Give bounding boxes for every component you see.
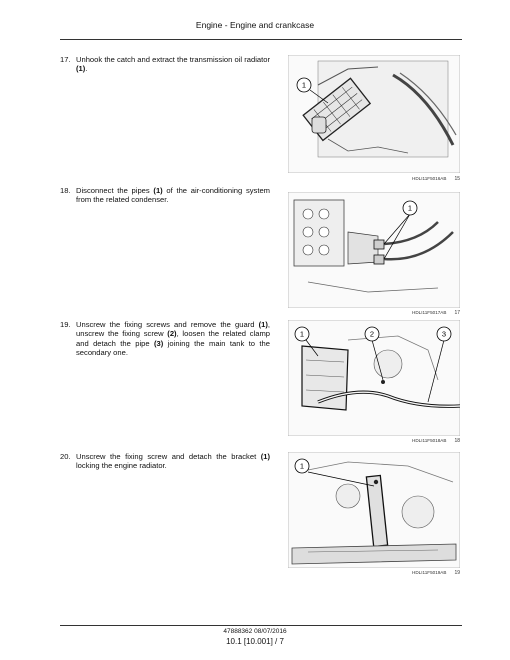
callout-1: 1 — [299, 461, 305, 471]
figure-code: HDLI11F5018AB — [412, 438, 447, 443]
step-number: 19. — [60, 320, 71, 329]
step-text: Unscrew the fixing screws and remove the guard (1), unscrew the fixing screw (2), loosen the related clamp and detach the pipe (3) joining the main tank to the secondary one. — [76, 320, 270, 358]
figure-number: 15 — [454, 176, 460, 182]
figure-radiator-bracket — [288, 452, 460, 578]
footer-document-code: 47888362 08/07/2016 — [223, 628, 287, 635]
page-header-title: Engine - Engine and crankcase — [195, 20, 315, 30]
figure-illustration — [288, 55, 460, 173]
callout-1: 1 — [407, 203, 413, 213]
figure-guard-and-pipe — [288, 320, 460, 446]
figure-code: HDLI11F5016AB — [412, 176, 447, 181]
figure-code: HDLI11F5019AB — [412, 570, 447, 575]
figure-code: HDLI11F5017AB — [412, 310, 447, 315]
callout-2: 2 — [369, 329, 375, 339]
figure-caption — [412, 570, 460, 576]
callout-1: 1 — [299, 329, 305, 339]
figure-transmission-oil-radiator — [288, 55, 460, 183]
figure-number: 17 — [454, 310, 460, 316]
figure-caption — [412, 176, 460, 182]
figure-number: 19 — [454, 570, 460, 576]
figure-illustration — [288, 320, 460, 436]
step-number: 20. — [60, 452, 71, 461]
step-text: Disconnect the pipes (1) of the air-conditioning system from the related condenser. — [76, 186, 270, 205]
callout-3: 3 — [441, 329, 447, 339]
header-divider — [60, 39, 462, 40]
step-text: Unscrew the fixing screw and detach the bracket (1) locking the engine radiator. — [76, 452, 270, 471]
figure-caption — [412, 438, 460, 444]
figure-air-conditioning-pipes — [288, 192, 460, 318]
footer-divider — [60, 625, 462, 626]
figure-number: 18 — [454, 438, 460, 444]
step-number: 17. — [60, 55, 71, 64]
callout-1: 1 — [301, 80, 307, 90]
step-text: Unhook the catch and extract the transmission oil radiator (1). — [76, 55, 270, 74]
figure-illustration — [288, 452, 460, 568]
footer-page-number: 10.1 [10.001] / 7 — [226, 637, 284, 646]
figure-illustration — [288, 192, 460, 308]
step-number: 18. — [60, 186, 71, 195]
figure-caption — [412, 310, 460, 316]
